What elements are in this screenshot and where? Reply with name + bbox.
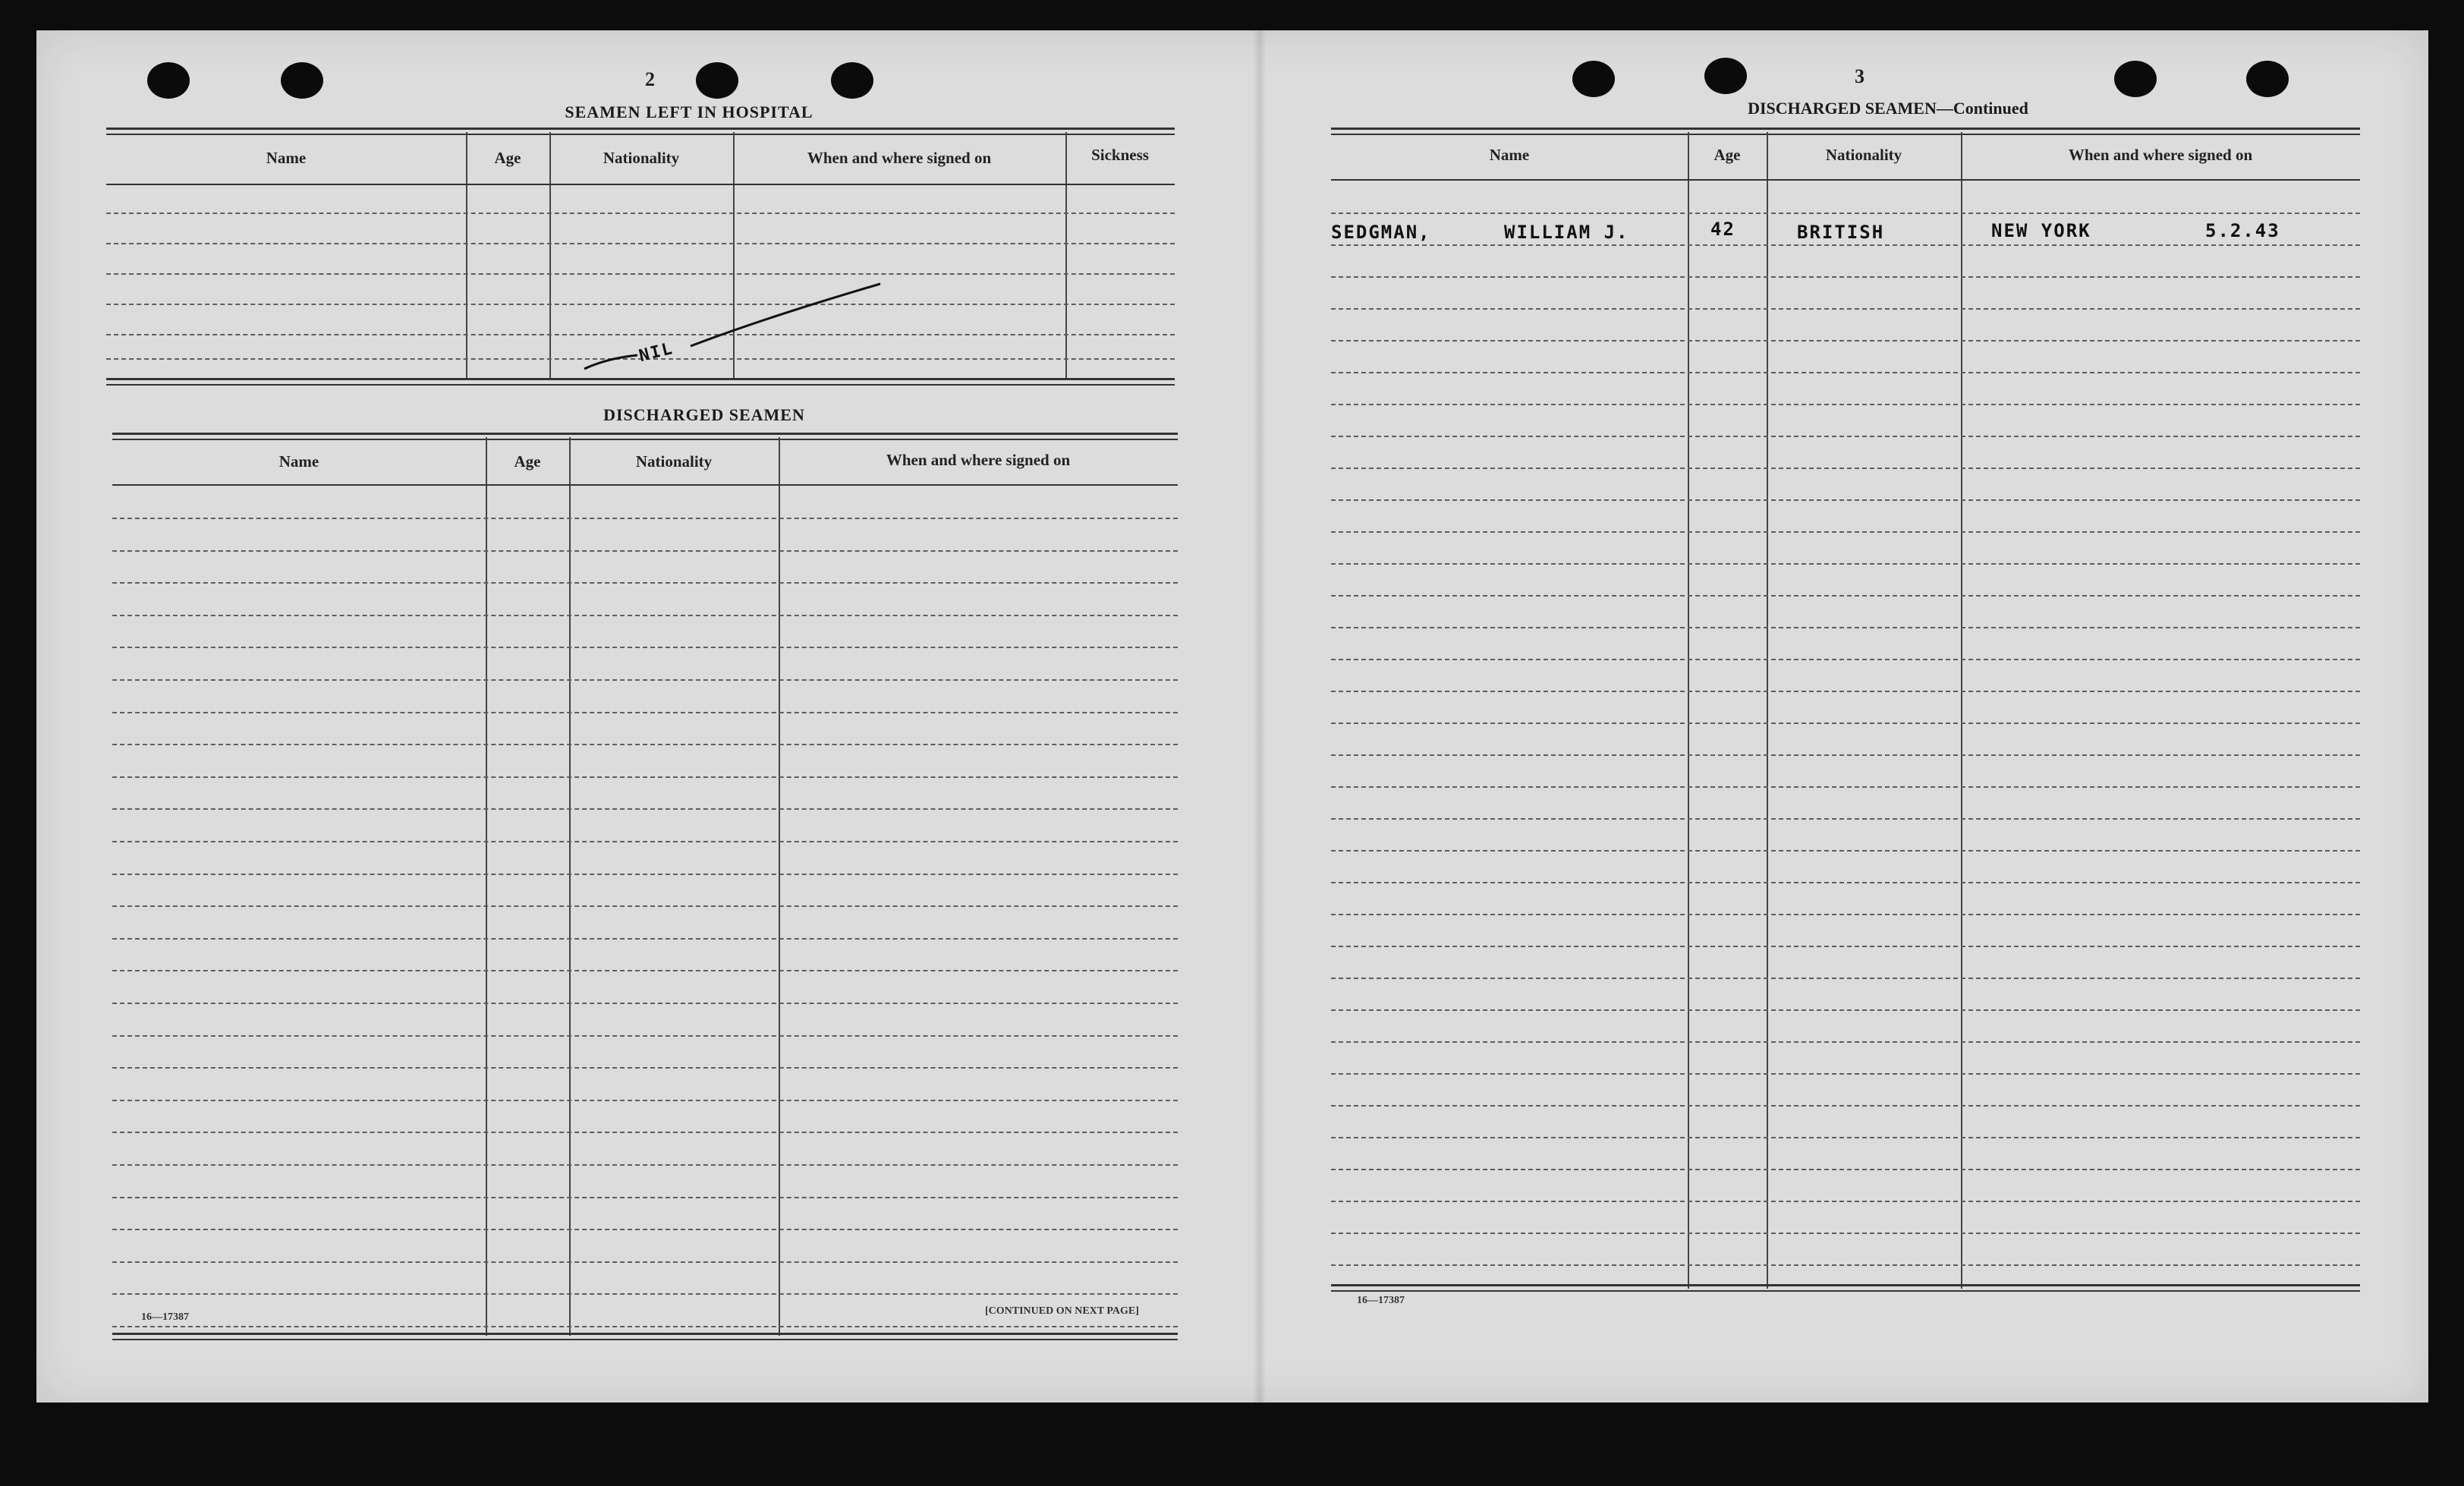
ruled-line bbox=[1331, 754, 2360, 756]
ruled-line bbox=[1331, 946, 2360, 947]
ruled-line bbox=[112, 1100, 1178, 1101]
ruled-line bbox=[1331, 276, 2360, 278]
punch-hole bbox=[147, 62, 190, 99]
page-number-right: 3 bbox=[1855, 65, 1865, 87]
ruled-line bbox=[1331, 1233, 2360, 1234]
discharged-table-right bbox=[1331, 128, 2360, 1327]
hospital-col-sickness: Sickness bbox=[1091, 146, 1149, 164]
ruled-line bbox=[1331, 499, 2360, 501]
continued-note: [CONTINUED ON NEXT PAGE] bbox=[985, 1305, 1139, 1317]
hospital-section-title: SEAMEN LEFT IN HOSPITAL bbox=[565, 102, 813, 121]
hospital-table bbox=[106, 128, 1175, 416]
ruled-line bbox=[1331, 595, 2360, 597]
hospital-col-nationality: Nationality bbox=[603, 149, 680, 167]
punch-hole bbox=[1704, 58, 1747, 94]
ruled-line bbox=[112, 938, 1178, 940]
ruled-line bbox=[1331, 468, 2360, 469]
ruled-line bbox=[112, 874, 1178, 875]
entry-given-name: WILLIAM J. bbox=[1504, 222, 1629, 243]
ruled-line bbox=[1331, 1009, 2360, 1011]
ruled-line bbox=[112, 712, 1178, 713]
ruled-line bbox=[1331, 1041, 2360, 1043]
nil-entry: NIL bbox=[637, 338, 676, 367]
discharged-right-col-signed-on: When and where signed on bbox=[2068, 146, 2253, 164]
ruled-line bbox=[1331, 372, 2360, 373]
center-fold bbox=[1253, 30, 1267, 1403]
ruled-line bbox=[1331, 1201, 2360, 1202]
ruled-line bbox=[1331, 213, 2360, 214]
punch-hole bbox=[831, 62, 873, 99]
document-sheet bbox=[36, 30, 2428, 1403]
ruled-line bbox=[1331, 786, 2360, 788]
hospital-col-age: Age bbox=[494, 149, 521, 167]
discharged-table-left bbox=[112, 433, 1178, 1343]
hospital-col-signed-on: When and where signed on bbox=[807, 149, 992, 167]
ruled-line bbox=[112, 1261, 1178, 1263]
discharged-right-col-name: Name bbox=[1489, 146, 1530, 164]
punch-hole bbox=[281, 62, 323, 99]
discharged-continued-title bbox=[1630, 99, 2146, 118]
discharged-right-col-age: Age bbox=[1713, 146, 1741, 164]
ruled-line bbox=[1331, 1105, 2360, 1107]
ruled-line bbox=[112, 1229, 1178, 1230]
ruled-line bbox=[1331, 850, 2360, 852]
ruled-line bbox=[112, 841, 1178, 842]
ruled-line bbox=[112, 518, 1178, 519]
ruled-line bbox=[112, 1132, 1178, 1133]
nil-strike-mark bbox=[577, 279, 895, 378]
entry-surname: SEDGMAN, bbox=[1331, 222, 1431, 243]
ruled-line bbox=[1331, 818, 2360, 820]
punch-hole bbox=[2246, 61, 2289, 97]
ruled-line bbox=[112, 1164, 1178, 1166]
ruled-line bbox=[1331, 244, 2360, 246]
discharged-right-col-nationality: Nationality bbox=[1825, 146, 1902, 164]
punch-hole bbox=[696, 62, 738, 99]
discharged-left-col-nationality: Nationality bbox=[635, 452, 713, 471]
discharged-left-col-name: Name bbox=[278, 452, 319, 471]
ruled-line bbox=[112, 970, 1178, 971]
ruled-line bbox=[1331, 563, 2360, 565]
ruled-line bbox=[1331, 1137, 2360, 1138]
ruled-line bbox=[1331, 627, 2360, 628]
ruled-line bbox=[1331, 691, 2360, 692]
ruled-line bbox=[1331, 1264, 2360, 1266]
ruled-line bbox=[1331, 1073, 2360, 1075]
ruled-line bbox=[106, 273, 1175, 275]
ruled-line bbox=[112, 1067, 1178, 1069]
ruled-line bbox=[112, 550, 1178, 552]
ruled-line bbox=[1331, 1169, 2360, 1170]
ruled-line bbox=[1331, 404, 2360, 405]
ruled-line bbox=[112, 905, 1178, 907]
entry-age: 42 bbox=[1710, 219, 1735, 240]
ruled-line bbox=[106, 243, 1175, 244]
ruled-line bbox=[1331, 723, 2360, 724]
ruled-line bbox=[112, 1035, 1178, 1037]
ruled-line bbox=[1331, 531, 2360, 533]
page-number-left: 2 bbox=[645, 68, 655, 90]
ruled-line bbox=[112, 582, 1178, 584]
ruled-line bbox=[1331, 340, 2360, 342]
ruled-line bbox=[112, 776, 1178, 778]
ruled-line bbox=[1331, 882, 2360, 883]
discharged-left-col-age: Age bbox=[514, 452, 541, 471]
ruled-line bbox=[112, 1293, 1178, 1295]
ruled-line bbox=[112, 744, 1178, 745]
entry-place: NEW YORK bbox=[1991, 220, 2091, 241]
form-number-right: 16—17387 bbox=[1357, 1295, 1405, 1306]
title-continued: —Continued bbox=[1936, 99, 2028, 118]
ruled-line bbox=[112, 1326, 1178, 1327]
form-number-left: 16—17387 bbox=[141, 1311, 189, 1323]
ruled-line bbox=[112, 1003, 1178, 1004]
ruled-line bbox=[106, 213, 1175, 214]
ruled-line bbox=[112, 808, 1178, 810]
ruled-line bbox=[112, 615, 1178, 616]
ruled-line bbox=[1331, 978, 2360, 979]
discharged-left-col-signed-on: When and where signed on bbox=[886, 451, 1071, 469]
ruled-line bbox=[112, 647, 1178, 648]
ruled-line bbox=[1331, 914, 2360, 915]
hospital-col-name: Name bbox=[266, 149, 307, 167]
ruled-line bbox=[1331, 308, 2360, 310]
ruled-line bbox=[1331, 659, 2360, 660]
punch-hole bbox=[1572, 61, 1615, 97]
discharged-section-title: DISCHARGED SEAMEN bbox=[603, 405, 805, 424]
ruled-line bbox=[112, 679, 1178, 681]
entry-nationality: BRITISH bbox=[1797, 222, 1885, 243]
title-main: DISCHARGED SEAMEN bbox=[1748, 99, 1937, 118]
entry-date: 5.2.43 bbox=[2205, 220, 2280, 241]
ruled-line bbox=[112, 1197, 1178, 1198]
ruled-line bbox=[1331, 436, 2360, 437]
punch-hole bbox=[2114, 61, 2157, 97]
